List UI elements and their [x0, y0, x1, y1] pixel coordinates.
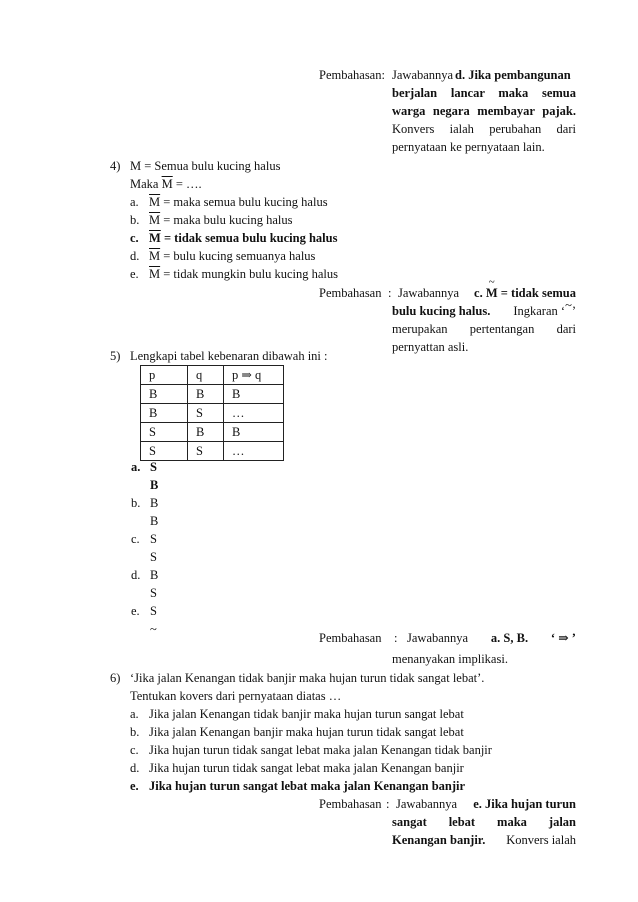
- explanation-text: Konvers ialah perubahan dari: [392, 122, 576, 136]
- table-cell: B: [141, 385, 188, 404]
- table-row: [141, 442, 284, 461]
- option-text: Jika jalan Kenangan tidak banjir maka hujan turun sangat lebat: [149, 707, 464, 721]
- option-letter: b.: [130, 213, 140, 227]
- answer-lead: Jawabannya: [396, 797, 458, 811]
- question-stem: ‘Jika jalan Kenangan tidak banjir maka hujan turun tidak sangat lebat’.: [130, 671, 485, 685]
- negation-symbol: $\overline{M}$: [149, 249, 161, 263]
- table-cell: B: [224, 385, 284, 404]
- option-value: B: [150, 568, 159, 582]
- table-cell: …: [224, 442, 284, 461]
- question-number: 4): [110, 159, 121, 173]
- option-text: [149, 265, 338, 283]
- explanation-text: pernyataan ke pernyataan lain.: [392, 140, 545, 154]
- table-cell: B: [188, 423, 224, 442]
- option-value: B: [150, 496, 159, 510]
- answer-text: warga negara membayar pajak.: [392, 104, 576, 118]
- option-letter: a.: [130, 707, 139, 721]
- table-cell: S: [141, 442, 188, 461]
- pembahasan-label: Pembahasan: [319, 286, 382, 300]
- table-cell: B: [224, 423, 284, 442]
- answer-line: [398, 284, 576, 302]
- table-cell: S: [188, 442, 224, 461]
- option-text: Jika jalan Kenangan banjir maka hujan turun tidak sangat lebat: [149, 725, 464, 739]
- explanation-text: pernyattan asli.: [392, 340, 469, 354]
- negation-symbol: $\overline{M}$: [149, 231, 161, 245]
- option-letter: e.: [130, 779, 139, 793]
- answer-text: bulu kucing halus.: [392, 304, 491, 318]
- option-letter: b.: [131, 496, 141, 510]
- option-value: S: [150, 532, 157, 546]
- option-letter: d.: [131, 568, 141, 582]
- question-stem: M = Semua bulu kucing halus: [130, 159, 281, 173]
- table-header-cell: p ⇒ q: [224, 366, 284, 385]
- truth-table: [140, 365, 284, 461]
- option-text: Jika hujan turun tidak sangat lebat maka jalan Kenangan tidak banjir: [149, 743, 492, 757]
- answer-line: [392, 831, 576, 849]
- answer-text: d. Jika pembangunan: [455, 68, 571, 82]
- question-number: 5): [110, 349, 121, 363]
- pembahasan-label: Pembahasan: [319, 797, 382, 811]
- negation-symbol: ~ M: [486, 284, 498, 302]
- table-cell: B: [188, 385, 224, 404]
- option-value: S: [150, 550, 157, 564]
- pembahasan-colon: :: [388, 286, 392, 300]
- table-cell: B: [141, 404, 188, 423]
- explanation-text: Ingkaran ‘~’: [513, 298, 576, 318]
- question-number: 6): [110, 671, 121, 685]
- option-text-correct: [149, 229, 337, 247]
- question-prompt: [130, 175, 202, 193]
- pembahasan-label: Pembahasan: [319, 631, 382, 645]
- option-value: B: [150, 478, 159, 492]
- pembahasan-colon: :: [386, 797, 390, 811]
- option-letter: d.: [130, 761, 140, 775]
- option-label: = tidak mungkin bulu kucing halus: [160, 267, 338, 281]
- answer-text: Kenangan banjir.: [392, 833, 486, 847]
- option-text-correct: Jika hujan turun sangat lebat maka jalan Kenangan banjir: [149, 779, 466, 793]
- option-value: S: [150, 586, 157, 600]
- table-header-cell: q: [188, 366, 224, 385]
- table-cell: …: [224, 404, 284, 423]
- table-row: [141, 404, 284, 423]
- table-header-cell: p: [141, 366, 188, 385]
- option-letter: c.: [130, 231, 139, 245]
- question-instruction: Tentukan kovers dari pernyataan diatas …: [130, 689, 342, 703]
- option-label: = bulu kucing semuanya halus: [160, 249, 316, 263]
- option-text: [149, 247, 315, 265]
- option-label: = maka bulu kucing halus: [160, 213, 293, 227]
- option-label: = tidak semua bulu kucing halus: [160, 231, 338, 245]
- explanation-text: merupakan pertentangan dari: [392, 322, 576, 336]
- question-stem: Lengkapi tabel kebenaran dibawah ini :: [130, 349, 328, 363]
- answer-text: berjalan lancar maka semua: [392, 86, 576, 100]
- pembahasan-colon: :: [394, 631, 398, 645]
- option-text: Jika hujan turun tidak sangat lebat maka jalan Kenangan banjir: [149, 761, 464, 775]
- option-letter: e.: [130, 267, 139, 281]
- option-letter: c.: [130, 743, 139, 757]
- option-value: S: [150, 460, 157, 474]
- answer-line: [407, 629, 576, 647]
- answer-text: sangat lebat maka jalan: [392, 815, 576, 829]
- negation-symbol: $\overline{M}$: [161, 177, 173, 191]
- option-value: B: [150, 514, 159, 528]
- answer-lead: Jawabannya: [392, 68, 454, 82]
- option-text: [149, 211, 293, 229]
- option-letter: a.: [130, 195, 139, 209]
- option-letter: e.: [131, 604, 140, 618]
- table-cell: S: [141, 423, 188, 442]
- answer-text: e. Jika hujan turun: [473, 797, 576, 811]
- option-value: ~: [150, 622, 157, 636]
- table-cell: S: [188, 404, 224, 423]
- option-value: S: [150, 604, 157, 618]
- negation-symbol: $\overline{M}$: [149, 267, 161, 281]
- table-row: [141, 423, 284, 442]
- negation-symbol: $\overline{M}$: [149, 195, 161, 209]
- table-header-row: [141, 366, 284, 385]
- option-text: [149, 193, 328, 211]
- option-letter: d.: [130, 249, 140, 263]
- option-label: = maka semua bulu kucing halus: [160, 195, 328, 209]
- explanation-text: menanyakan implikasi.: [392, 652, 508, 666]
- table-row: [141, 385, 284, 404]
- answer-line: [396, 795, 576, 813]
- negation-symbol: $\overline{M}$: [149, 213, 161, 227]
- answer-text: c. ~ M = tidak semua: [474, 284, 576, 302]
- option-letter: a.: [131, 460, 141, 474]
- answer-lead: Jawabannya: [398, 286, 460, 300]
- answer-lead: Jawabannya: [407, 631, 469, 645]
- prompt-prefix: Maka: [130, 177, 162, 191]
- pembahasan-label: Pembahasan:: [319, 68, 385, 82]
- explanation-text: Konvers ialah: [506, 833, 576, 847]
- option-letter: c.: [131, 532, 140, 546]
- implication-symbol: ‘ ⇒ ’: [550, 631, 576, 645]
- prompt-suffix: = ….: [172, 177, 202, 191]
- answer-line: [392, 298, 576, 320]
- answer-text: a. S, B.: [490, 631, 529, 645]
- option-letter: b.: [130, 725, 140, 739]
